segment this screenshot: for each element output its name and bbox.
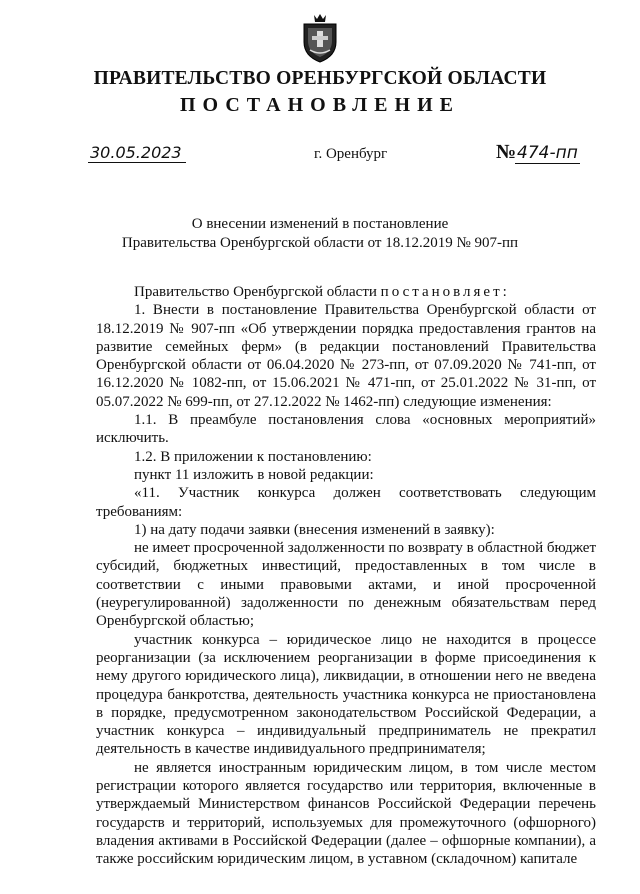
body-paragraph: 1) на дату подачи заявки (внесения изменений в заявку):	[134, 521, 495, 538]
body-paragraph: пункт 11 изложить в новой редакции:	[134, 466, 374, 483]
body-paragraph: 1. Внести в постановление Правительства Оренбургской области от 18.12.2019 № 907-пп «Об утверждении порядка предоставления грантов на развитие семейных ферм» (в редакции постановлений Правительства Оренбургской области от 06.04.2020 № 273-пп, от 07.09.2020 № 741-пп, от 16.12.2020 № 1082-пп, от 15.06.2021 № 471-пп, от 25.01.2022 № 31-пп, от 05.07.2022 № 699-пп, от 27.12.2022 № 1462-пп) следующие изменения:	[96, 302, 596, 410]
body-paragraph: 1.2. В приложении к постановлению:	[134, 448, 372, 465]
body-paragraph: не является иностранным юридическим лицом, в том числе местом регистрации которого является государство или территория, включенные в утверждаемый Министерством финансов Российской Федерации перечень государств и территорий, используемых для промежуточного (офшорного) владения активами в Российской Федерации (далее – офшорные компании), а также российским юридическим лицом, в уставном (складочном) капитале	[96, 759, 596, 868]
body-paragraph: не имеет просроченной задолженности по возврату в областной бюджет субсидий, бюджетных инвестиций, предоставленных в том числе в соответствии с иными правовыми актами, и иной просроченной (неурегулированной) задолженности по денежным обязательствам перед Оренбургской областью;	[96, 540, 597, 630]
body-paragraph: 1.1. В преамбуле постановления слова «основных мероприятий» исключить.	[96, 412, 596, 447]
document-type-heading: ПОСТАНОВЛЕНИЕ	[180, 94, 460, 116]
document-city: г. Оренбург	[314, 146, 388, 162]
intro-keyword: постановляет:	[380, 284, 510, 300]
subject-line: Правительства Оренбургской области от 18.12.2019 № 907-пп	[121, 235, 519, 251]
intro-paragraph	[96, 283, 596, 301]
subject-line: О внесении изменений в постановление	[191, 216, 449, 232]
document-meta-row	[0, 143, 640, 171]
number-sign: №	[496, 141, 517, 163]
document-number: 474-пп	[517, 143, 578, 163]
document-date: 30.05.2023	[88, 143, 186, 163]
body-paragraph: «11. Участник конкурса должен соответствовать следующим требованиям:	[96, 485, 596, 520]
document-body	[96, 283, 596, 869]
body-paragraph: участник конкурса – юридическое лицо не находится в процессе реорганизации (за исключением реорганизации в форме присоединения к нему другого юридического лица), ликвидации, в отношении него не введена процедура банкротства, деятельность участника конкурса не приостановлена в порядке, предусмотренном законодательством Российской Федерации, а участник конкурса – индивидуальный предприниматель не прекратил деятельность в качестве индивидуального предпринимателя;	[96, 631, 596, 758]
government-title: ПРАВИТЕЛЬСТВО ОРЕНБУРГСКОЙ ОБЛАСТИ	[93, 68, 547, 89]
intro-prefix: Правительство Оренбургской области	[134, 284, 377, 300]
coat-of-arms-emblem	[300, 12, 340, 64]
document-subject	[0, 215, 640, 253]
